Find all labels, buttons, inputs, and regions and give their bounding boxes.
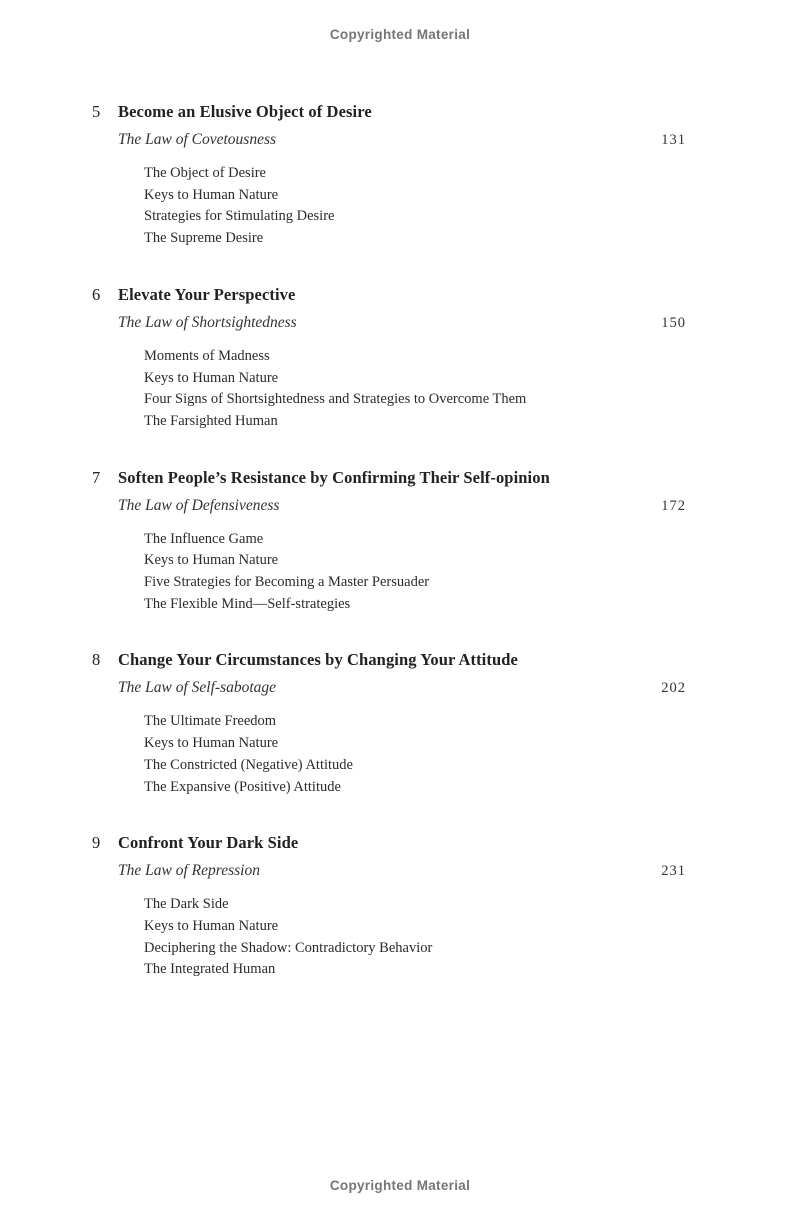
toc-chapter-5: [92, 102, 686, 250]
chapter-number: 6: [92, 284, 101, 304]
chapter-number: 8: [92, 650, 101, 670]
section-item: Strategies for Stimulating Desire: [144, 208, 335, 225]
toc-chapter-9: [92, 833, 686, 981]
chapter-page-number: 131: [661, 132, 686, 148]
section-item: The Dark Side: [144, 896, 229, 913]
section-item: The Constricted (Negative) Attitude: [144, 756, 353, 773]
chapter-title-row: [92, 833, 686, 853]
section-item: The Flexible Mind—Self-strategies: [144, 595, 351, 612]
chapter-title: Become an Elusive Object of Desire: [118, 102, 372, 121]
copyright-notice-top: Copyrighted Material: [329, 27, 471, 42]
chapter-title-row: [92, 468, 686, 488]
chapter-page-number: 202: [661, 680, 686, 697]
chapter-title-row: [92, 650, 686, 670]
section-item: Keys to Human Nature: [144, 552, 279, 569]
section-item: Keys to Human Nature: [144, 186, 279, 203]
section-item: The Influence Game: [144, 530, 264, 547]
section-item: The Expansive (Positive) Attitude: [144, 778, 341, 795]
chapter-number: 7: [92, 467, 101, 487]
chapter-law-row: [92, 678, 686, 698]
chapter-page-number: 150: [661, 314, 686, 331]
chapter-number: 5: [92, 102, 101, 121]
chapter-title-row: [92, 285, 686, 305]
chapter-number: 9: [92, 833, 101, 853]
chapter-law-row: [92, 313, 686, 333]
chapter-law-row: [92, 496, 686, 516]
chapter-title: Change Your Circumstances by Changing Your Attitude: [118, 650, 518, 670]
section-item: The Object of Desire: [144, 165, 266, 181]
chapter-title: Confront Your Dark Side: [118, 833, 299, 853]
toc-chapter-8: [92, 650, 686, 798]
section-item: Keys to Human Nature: [144, 735, 279, 752]
chapter-law-title: The Law of Defensiveness: [118, 496, 280, 514]
chapter-law-title: The Law of Self-sabotage: [118, 679, 277, 697]
section-item: The Farsighted Human: [144, 412, 278, 429]
section-item: The Integrated Human: [144, 961, 276, 978]
chapter-sections: [92, 163, 686, 250]
section-item: Five Strategies for Becoming a Master Persuader: [144, 574, 430, 591]
chapter-page-number: 231: [661, 863, 686, 880]
chapter-title-row: [92, 102, 686, 122]
section-item: The Ultimate Freedom: [144, 713, 277, 730]
toc-chapter-7: [92, 468, 686, 616]
section-item: Moments of Madness: [144, 347, 270, 364]
chapter-sections: [92, 894, 686, 981]
chapter-law-title: The Law of Shortsightedness: [118, 313, 297, 331]
section-item: Deciphering the Shadow: Contradictory Behavior: [144, 939, 433, 956]
chapter-law-title: The Law of Repression: [118, 862, 260, 880]
chapter-sections: [92, 529, 686, 616]
chapter-law-title: The Law of Covetousness: [118, 131, 277, 148]
chapter-title: Soften People’s Resistance by Confirming Their Self-opinion: [118, 467, 550, 487]
section-item: Keys to Human Nature: [144, 917, 279, 934]
chapter-title: Elevate Your Perspective: [118, 284, 296, 304]
chapter-page-number: 172: [661, 497, 686, 514]
section-item: The Supreme Desire: [144, 230, 264, 247]
chapter-law-row: [92, 861, 686, 881]
section-item: Four Signs of Shortsightedness and Strategies to Overcome Them: [144, 391, 527, 408]
copyright-notice-bottom: Copyrighted Material: [329, 1178, 471, 1193]
toc-chapter-6: [92, 285, 686, 433]
section-item: Keys to Human Nature: [144, 369, 279, 386]
chapter-law-row: [92, 130, 686, 150]
chapter-sections: [92, 346, 686, 433]
chapter-sections: [92, 711, 686, 798]
table-of-contents: [92, 102, 686, 1016]
